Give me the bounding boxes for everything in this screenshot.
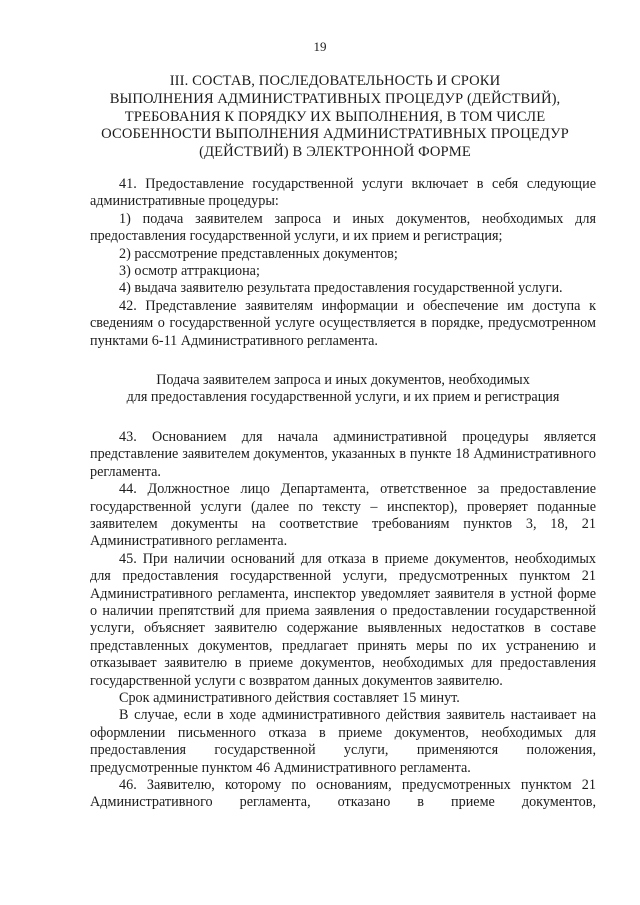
paragraph-44: 44. Должностное лицо Департамента, ответственное за предоставление государственной услуги (далее по тексту – инспектор), проверяет поданные заявителем документы на соответствие требованиям пунктов 3, 18, 21 Административного регламента. xyxy=(90,481,596,550)
heading-line: ВЫПОЛНЕНИЯ АДМИНИСТРАТИВНЫХ ПРОЦЕДУР (ДЕЙСТВИЙ), xyxy=(109,90,561,107)
paragraph-43: 43. Основанием для начала административной процедуры является представление заявителем документов, указанных в пункте 18 Административного регламента. xyxy=(90,428,596,480)
paragraph-41: 41. Предоставление государственной услуги включает в себя следующие административные процедуры: xyxy=(90,176,596,210)
paragraph-41-item-1: 1) подача заявителем запроса и иных документов, необходимых для предоставления государственной услуги, и их прием и регистрация; xyxy=(90,210,596,245)
heading-line: ОСОБЕННОСТИ ВЫПОЛНЕНИЯ АДМИНИСТРАТИВНЫХ ПРОЦЕДУР xyxy=(101,126,569,143)
heading-line: (ДЕЙСТВИЙ) В ЭЛЕКТРОННОЙ ФОРМЕ xyxy=(199,144,471,161)
paragraph-45: 45. При наличии оснований для отказа в приеме документов, необходимых для предоставления государственной услуги, предусмотренных пунктом 21 Административного регламента, инспектор уведомляет заявителя в устной форме о наличии препятствий для приема заявления о предоставлении государственной услуги, объясняет заявителю содержание выявленных недостатков в составе представленных документов, предлагает принять меры по их устранению и отказывает заявителю в приеме документов, необходимых для предоставления государственной услуги с возвратом данных документов заявителю. xyxy=(90,550,596,689)
subheading-line: для предоставления государственной услуги, и их прием и регистрация xyxy=(126,389,560,406)
page-number: 19 xyxy=(313,39,327,54)
paragraph-42: 42. Представление заявителям информации и обеспечение им доступа к сведениям о государственной услуге осуществляется в порядке, предусмотренном пунктами 6-11 Административного регламента. xyxy=(90,297,596,349)
heading-line: ТРЕБОВАНИЯ К ПОРЯДКУ ИХ ВЫПОЛНЕНИЯ, В ТОМ ЧИСЛЕ xyxy=(124,108,546,125)
paragraph-41-item-3: 3) осмотр аттракциона; xyxy=(119,263,260,280)
subsection-heading xyxy=(90,372,596,407)
paragraph-41-item-4: 4) выдача заявителю результата предоставления государственной услуги. xyxy=(119,280,563,297)
paragraph-41-item-2: 2) рассмотрение представленных документов; xyxy=(119,245,398,262)
paragraph-time-limit: Срок административного действия составляет 15 минут. xyxy=(119,689,460,706)
heading-line: III. СОСТАВ, ПОСЛЕДОВАТЕЛЬНОСТЬ И СРОКИ xyxy=(169,73,501,89)
section-heading xyxy=(100,73,570,162)
paragraph-46: 46. Заявителю, которому по основаниям, предусмотренных пунктом 21 Административного регламента, отказано в приеме документов, xyxy=(90,777,596,811)
paragraph-written-refusal: В случае, если в ходе административного действия заявитель настаивает на оформлении письменного отказа в приеме документов, необходимых для предоставления государственной услуги, применяются положения, предусмотренные пунктом 46 Административного регламента. xyxy=(90,707,596,776)
document-body xyxy=(90,176,596,812)
subheading-line: Подача заявителем запроса и иных документов, необходимых xyxy=(156,372,530,389)
